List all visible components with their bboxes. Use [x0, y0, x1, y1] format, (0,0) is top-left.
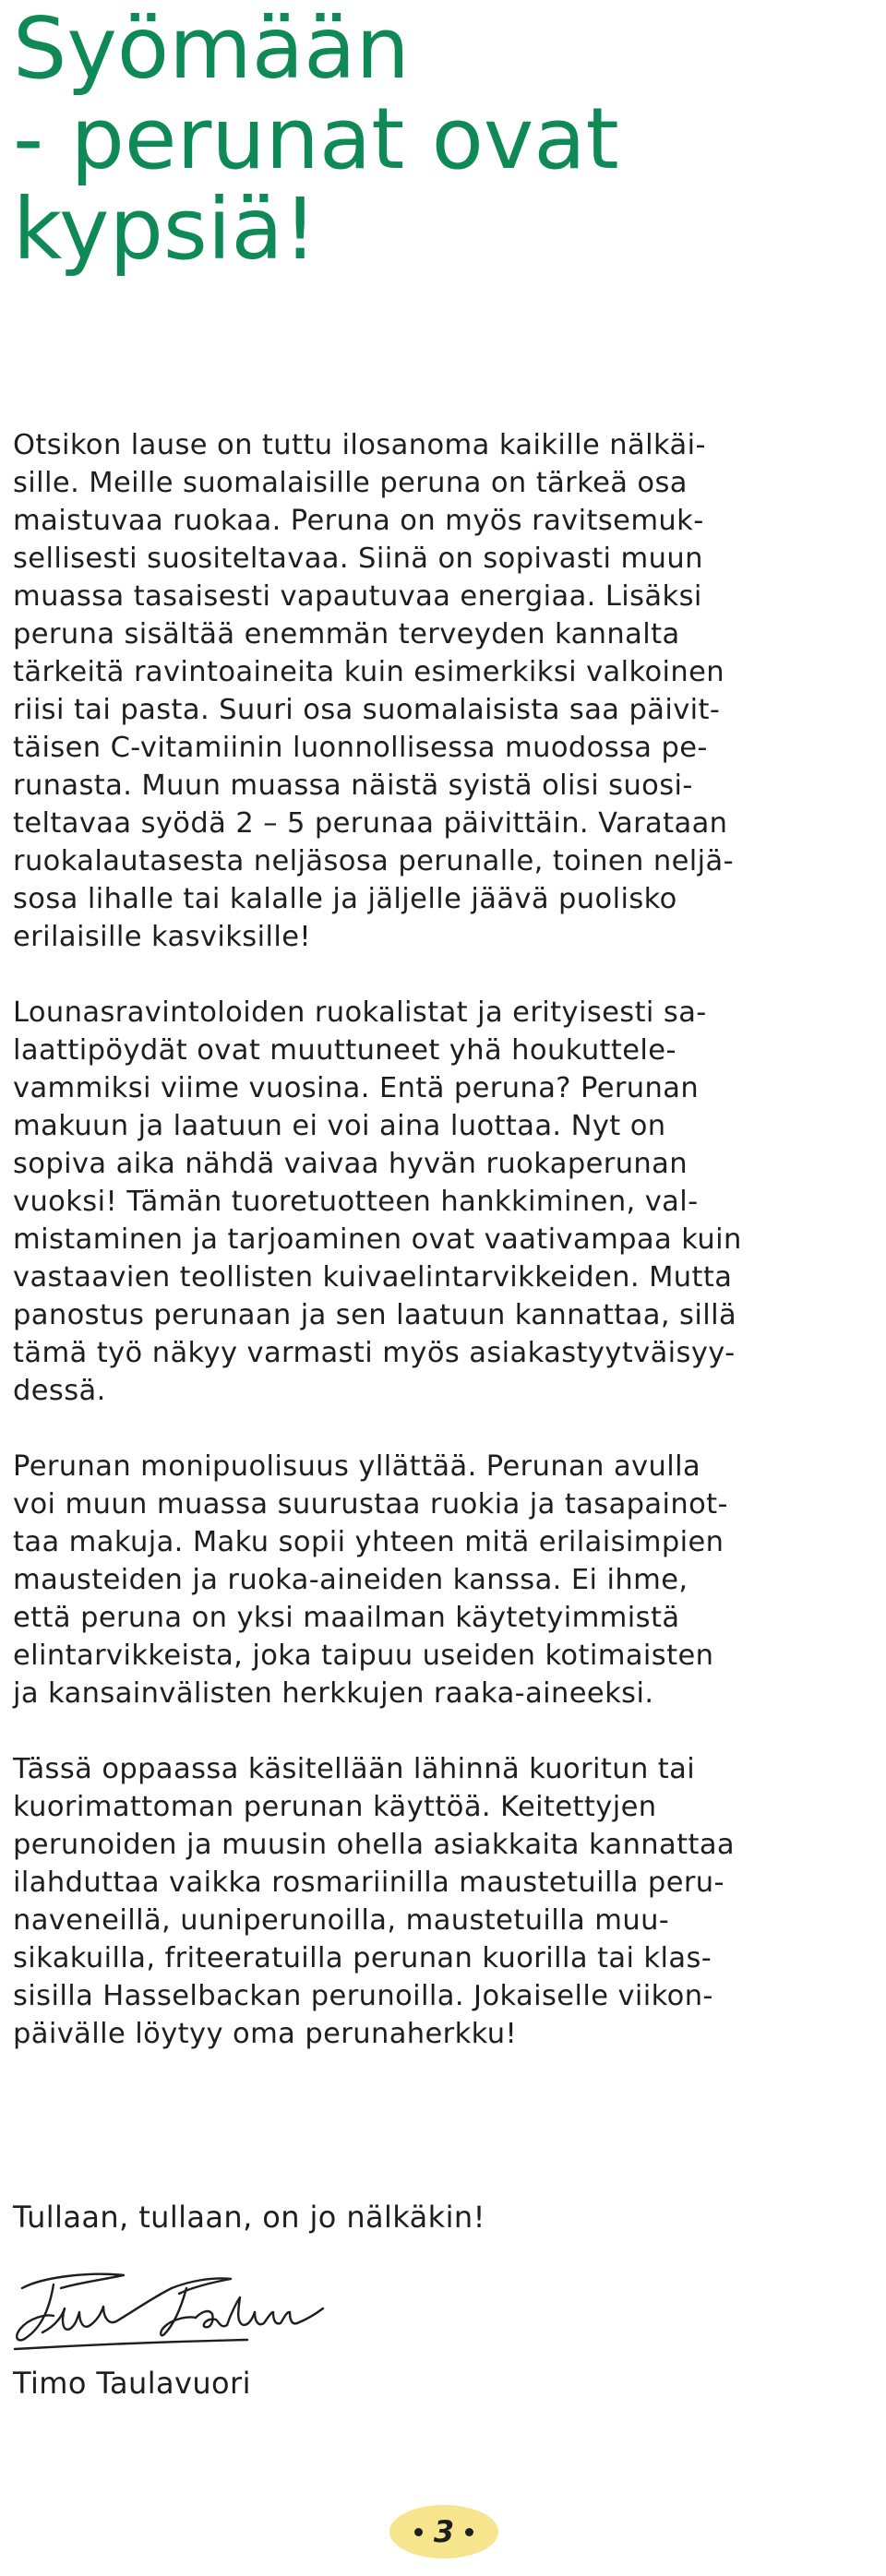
text-line: teltavaa syödä 2 – 5 perunaa päivittäin. Varataan	[13, 807, 728, 840]
title-line: kypsiä!	[13, 180, 317, 279]
page-number: 3	[433, 2514, 455, 2549]
text-line: vuoksi! Tämän tuoretuotteen hankkiminen, val-	[13, 1186, 699, 1218]
text-line: tärkeitä ravintoaineita kuin esimerkiksi valkoinen	[13, 656, 725, 688]
bullet-dot-icon	[414, 2528, 423, 2536]
text-line: muassa tasaisesti vapautuvaa energiaa. Lisäksi	[13, 580, 702, 613]
text-line: voi muun muassa suurustaa ruokia ja tasapainot-	[13, 1488, 728, 1521]
text-line: taa makuja. Maku sopii yhteen mitä erilaisimpien	[13, 1526, 724, 1558]
text-line: sikakuilla, friteeratuilla perunan kuorilla tai klas-	[13, 1942, 712, 1974]
text-line: sille. Meille suomalaisille peruna on tärkeä osa	[13, 467, 688, 499]
text-line: vammiksi viime vuosina. Entä peruna? Perunan	[13, 1072, 700, 1104]
text-line: elintarvikkeista, joka taipuu useiden kotimaisten	[13, 1640, 714, 1672]
paragraph-intro	[13, 426, 876, 956]
paragraph-restaurants	[13, 994, 876, 1410]
text-line: ja kansainvälisten herkkujen raaka-aineeksi.	[13, 1677, 654, 1710]
text-line: mausteiden ja ruoka-aineiden kanssa. Ei ihme,	[13, 1564, 688, 1596]
text-line: Lounasravintoloiden ruokalistat ja erityisesti sa-	[13, 996, 707, 1029]
text-line: päivälle löytyy oma perunaherkku!	[13, 2018, 518, 2050]
text-line: täisen C-vitamiinin luonnollisessa muodossa pe-	[13, 732, 708, 764]
page-number-badge	[389, 2505, 498, 2558]
text-line: sopiva aika nähdä vaivaa hyvän ruokaperunan	[13, 1148, 688, 1180]
signature-icon	[6, 2260, 329, 2362]
text-line: ruokalautasesta neljäsosa perunalle, toinen neljä-	[13, 845, 735, 877]
text-line: maistuvaa ruokaa. Peruna on myös ravitsemuk-	[13, 505, 704, 537]
text-line: sellisesti suositeltavaa. Siinä on sopivasti muun	[13, 543, 703, 575]
text-line: erilaisille kasviksille!	[13, 921, 311, 953]
title-line: - perunat ovat	[13, 89, 619, 188]
text-line: sisilla Hasselbackan perunoilla. Jokaiselle viikon-	[13, 1980, 713, 2012]
closing-line: Tullaan, tullaan, on jo nälkäkin!	[13, 2200, 485, 2235]
text-line: Tässä oppaassa käsitellään lähinnä kuoritun tai	[13, 1753, 696, 1785]
text-line: sosa lihalle tai kalalle ja jäljelle jäävä puolisko	[13, 883, 677, 915]
text-line: naveneillä, uuniperunoilla, maustetuilla muu-	[13, 1904, 670, 1937]
title-line: Syömään	[13, 0, 410, 98]
text-line: makuun ja laatuun ei voi aina luottaa. Nyt on	[13, 1110, 666, 1142]
article-body	[13, 426, 876, 2091]
text-line: että peruna on yksi maailman käytetyimmistä	[13, 1602, 680, 1634]
text-line: peruna sisältää enemmän terveyden kannalta	[13, 618, 680, 650]
text-line: tämä työ näkyy varmasti myös asiakastyytväisyy-	[13, 1337, 736, 1369]
paragraph-versatility	[13, 1448, 876, 1712]
text-line: mistaminen ja tarjoaminen ovat vaativampaa kuin	[13, 1223, 742, 1256]
text-line: runasta. Muun muassa näistä syistä olisi suosi-	[13, 769, 693, 802]
text-line: perunoiden ja muusin ohella asiakkaita kannattaa	[13, 1829, 736, 1861]
text-line: Otsikon lause on tuttu ilosanoma kaikille nälkäi-	[13, 429, 706, 461]
text-line: Perunan monipuolisuus yllättää. Perunan avulla	[13, 1450, 701, 1483]
text-line: riisi tai pasta. Suuri osa suomalaisista saa päivit-	[13, 694, 721, 726]
paragraph-guide	[13, 1750, 876, 2053]
text-line: kuorimattoman perunan käyttöä. Keitettyjen	[13, 1791, 657, 1823]
signer-name: Timo Taulavuori	[13, 2366, 251, 2401]
text-line: ilahduttaa vaikka rosmariinilla maustetuilla peru-	[13, 1866, 724, 1899]
text-line: laattipöydät ovat muuttuneet yhä houkuttele-	[13, 1034, 676, 1067]
page-title	[13, 0, 844, 279]
bullet-dot-icon	[465, 2528, 473, 2536]
text-line: dessä.	[13, 1375, 106, 1407]
text-line: vastaavien teollisten kuivaelintarvikkeiden. Mutta	[13, 1261, 733, 1294]
text-line: panostus perunaan ja sen laatuun kannattaa, sillä	[13, 1299, 737, 1331]
